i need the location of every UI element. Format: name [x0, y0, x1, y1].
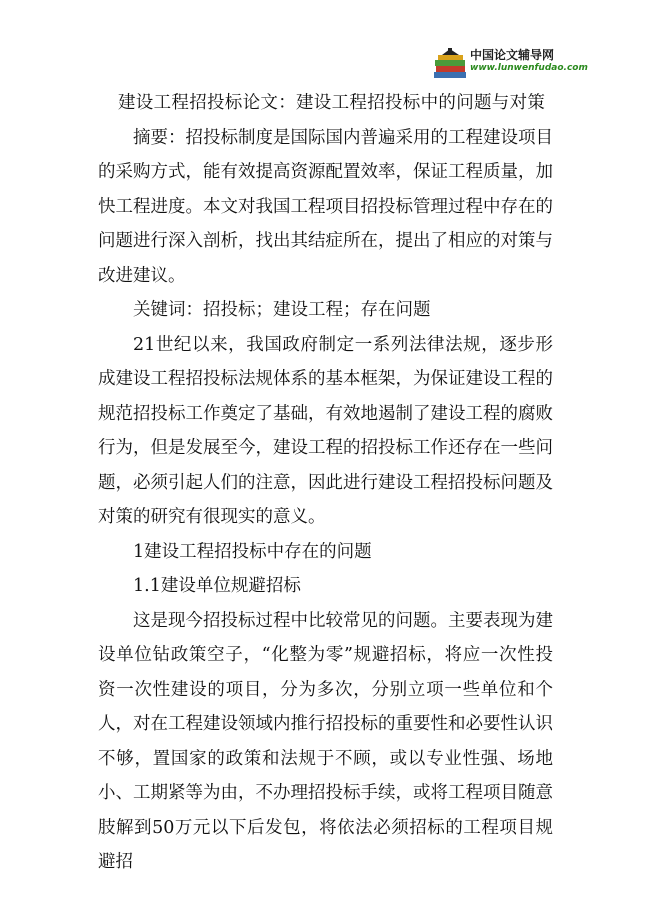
keywords-line: 关键词：招投标；建设工程；存在问题 [133, 300, 431, 320]
abstract-paragraph: 摘要：招投标制度是国际国内普遍采用的工程建设项目的采购方式，能有效提高资源配置效率，保证工程质量，加快工程进度。本文对我国工程项目招投标管理过程中存在的问题进行深入剖析，找出其结症所在，提出了相应的对策与改进建议。 [98, 127, 553, 286]
site-logo [432, 46, 588, 80]
section-heading-1: 1建设工程招投标中存在的问题 [133, 541, 372, 562]
document-title: 建设工程招投标论文：建设工程招投标中的问题与对策 [118, 93, 546, 113]
document-body [98, 86, 553, 880]
intro-paragraph: 21世纪以来，我国政府制定一系列法律法规，逐步形成建设工程招投标法规体系的基本框架，为保证建设工程的规范招投标工作奠定了基础，有效地遏制了建设工程的腐败行为，但是发展至今，建设工程的招投标工作还存在一些问题，必须引起人们的注意，因此进行建设工程招投标问题及对策的研究有很现实的意义。 [98, 334, 553, 527]
subsection-heading-1-1: 1.1建设单位规避招标 [133, 576, 301, 596]
body-paragraph-1-1: 这是现今招投标过程中比较常见的问题。主要表现为建设单位钻政策空子，“化整为零”规避招标，将应一次性投资一次性建设的项目，分为多次，分别立项一些单位和个人，对在工程建设领域内推行招投标的重要性和必要性认识不够，置国家的政策和法规于不顾，或以专业性强、场地小、工期紧等为由，不办理招投标手续，或将工程项目随意肢解到50万元以下后发包，将依法必须招标的工程项目规避招 [98, 610, 553, 872]
logo-url: www.lunwenfudao.com [470, 63, 588, 73]
stacked-books-icon [432, 46, 468, 80]
logo-title: 中国论文辅导网 [470, 48, 555, 62]
